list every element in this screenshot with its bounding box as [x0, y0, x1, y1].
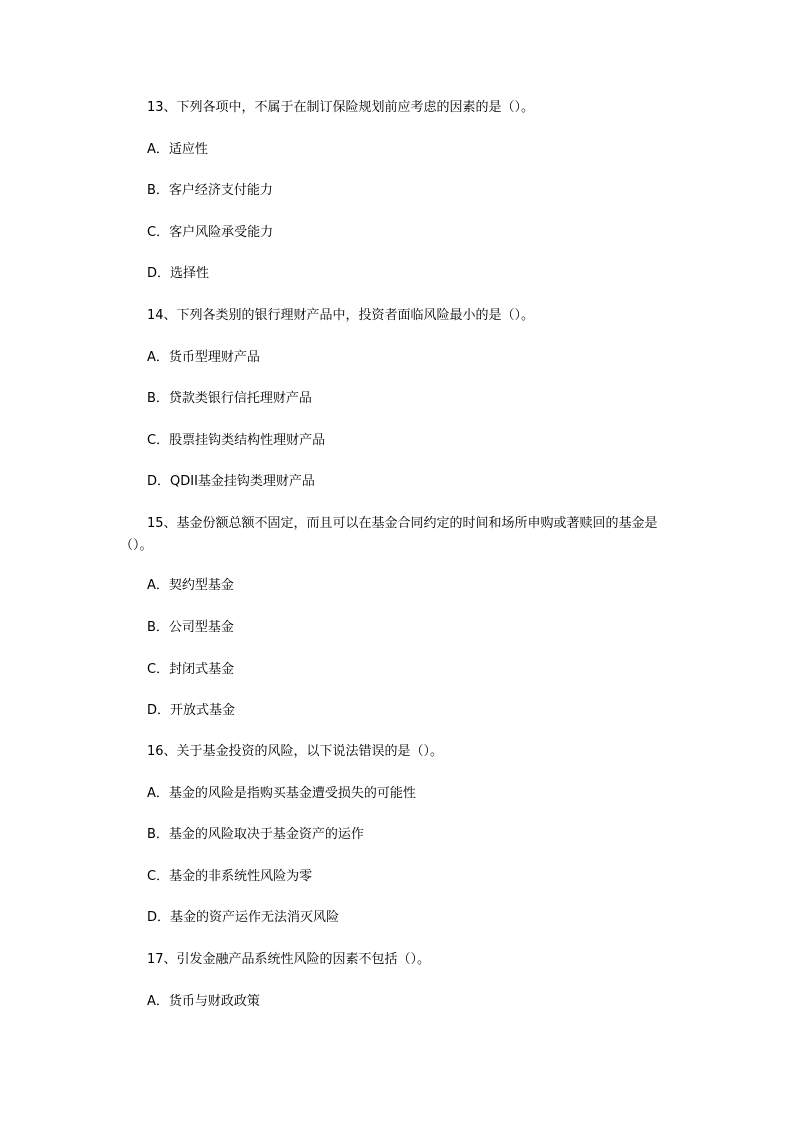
question-13-stem: 13、下列各项中，不属于在制订保险规划前应考虑的因素的是（）。: [147, 100, 535, 115]
question-14-option-b: B．贷款类银行信托理财产品: [147, 391, 312, 406]
question-14-stem: 14、下列各类别的银行理财产品中，投资者面临风险最小的是（）。: [147, 308, 535, 323]
question-13-option-a: A．适应性: [147, 142, 208, 157]
question-13-option-b: B．客户经济支付能力: [147, 183, 273, 198]
question-17-stem: 17、引发金融产品系统性风险的因素不包括（）。: [147, 952, 431, 967]
question-13-option-c: C．客户风险承受能力: [147, 225, 274, 240]
question-16-option-b: B．基金的风险取决于基金资产的运作: [147, 827, 364, 842]
question-17-option-a: A．货币与财政政策: [147, 994, 260, 1009]
question-15-stem: 15、基金份额总额不固定，而且可以在基金合同约定的时间和场所申购或著赎回的基金是（）。: [120, 516, 658, 553]
question-15-option-c: C．封闭式基金: [147, 662, 235, 677]
question-14-option-a: A．货币型理财产品: [147, 350, 260, 365]
question-15-option-b: B．公司型基金: [147, 620, 234, 635]
question-14-option-c: C．股票挂钩类结构性理财产品: [147, 433, 326, 448]
question-16-stem: 16、关于基金投资的风险，以下说法错误的是（）。: [147, 744, 444, 759]
question-16-option-d: D．基金的资产运作无法消灭风险: [147, 910, 340, 925]
question-15-option-a: A．契约型基金: [147, 578, 234, 593]
question-16-option-a: A．基金的风险是指购买基金遭受损失的可能性: [147, 786, 416, 801]
question-13-option-d: D．选择性: [147, 266, 210, 281]
question-16-option-c: C．基金的非系统性风险为零: [147, 869, 313, 884]
question-14-option-d: D．QDII基金挂钩类理财产品: [147, 474, 315, 489]
question-15-option-d: D．开放式基金: [147, 703, 236, 718]
